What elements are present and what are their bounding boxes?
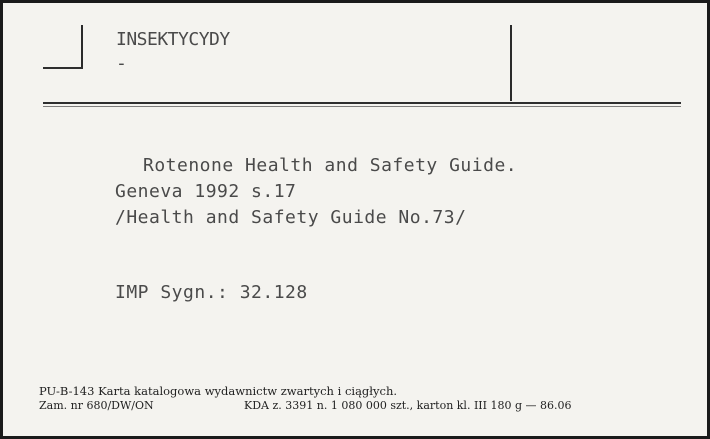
footer-order-number: Zam. nr 680/DW/ON [39, 399, 154, 412]
right-header-vertical-rule [510, 25, 512, 101]
left-bracket-vertical-rule [81, 25, 83, 69]
entry-series-line: /Health and Safety Guide No.73/ [115, 207, 467, 228]
footer-form-line: PU-B-143 Karta katalogowa wydawnictw zwartych i ciągłych. [39, 384, 398, 398]
subject-dash: - [116, 53, 128, 74]
entry-title-line: Rotenone Health and Safety Guide. [143, 155, 518, 176]
subject-heading: INSEKTYCYDY [116, 29, 230, 50]
entry-signature-line: IMP Sygn.: 32.128 [115, 282, 308, 303]
catalog-card [3, 3, 707, 436]
main-horizontal-rule-secondary [43, 106, 681, 107]
entry-imprint-line: Geneva 1992 s.17 [115, 181, 297, 202]
left-bracket-horizontal-rule [43, 67, 83, 69]
footer-print-info: KDA z. 3391 n. 1 080 000 szt., karton kl. III 180 g — 86.06 [244, 399, 572, 412]
main-horizontal-rule [43, 102, 681, 104]
